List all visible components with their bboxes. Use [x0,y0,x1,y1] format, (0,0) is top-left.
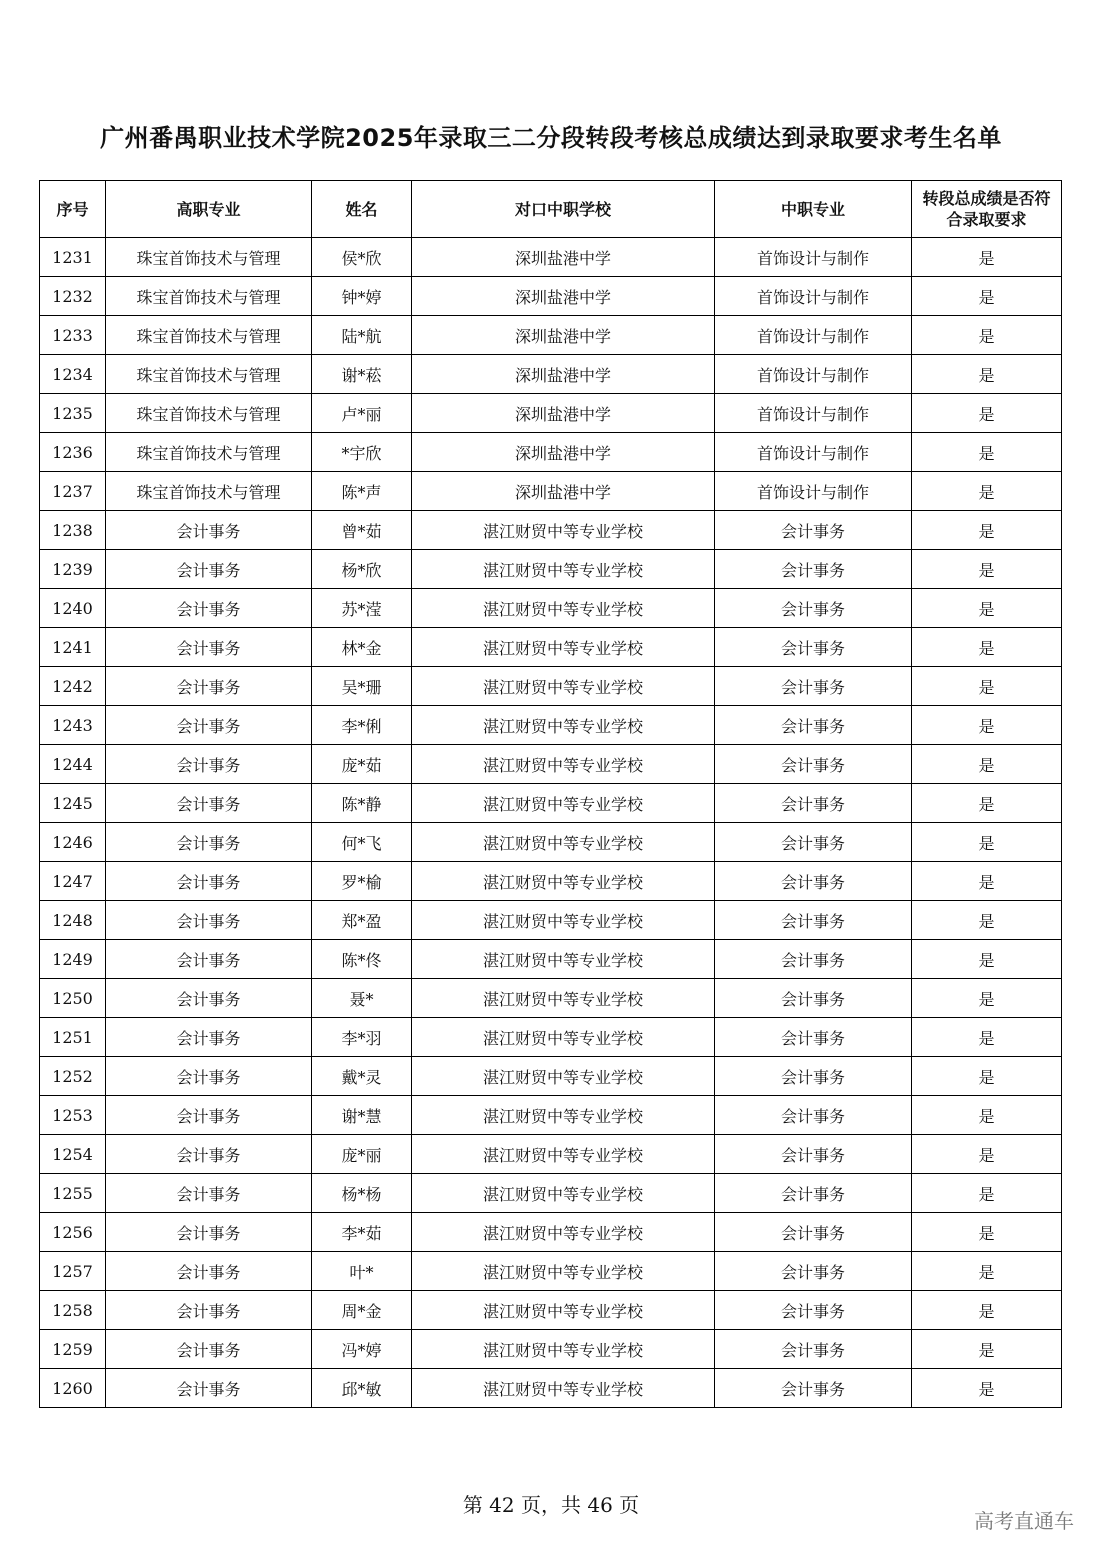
cell-secondary-major: 首饰设计与制作 [715,394,912,433]
cell-meets-requirement: 是 [912,472,1062,511]
header-college-major: 高职专业 [106,181,312,238]
table-row [40,1018,1062,1057]
cell-meets-requirement: 是 [912,706,1062,745]
table-row [40,1057,1062,1096]
cell-meets-requirement: 是 [912,784,1062,823]
cell-secondary-school: 湛江财贸中等专业学校 [412,589,715,628]
table-row [40,433,1062,472]
cell-secondary-school: 深圳盐港中学 [412,355,715,394]
cell-secondary-major: 首饰设计与制作 [715,316,912,355]
cell-college-major: 会计事务 [106,1096,312,1135]
cell-college-major: 珠宝首饰技术与管理 [106,316,312,355]
cell-college-major: 会计事务 [106,1291,312,1330]
cell-college-major: 会计事务 [106,979,312,1018]
table-row [40,511,1062,550]
cell-secondary-school: 湛江财贸中等专业学校 [412,1174,715,1213]
table-row [40,1369,1062,1408]
cell-college-major: 会计事务 [106,706,312,745]
table-row [40,1213,1062,1252]
cell-meets-requirement: 是 [912,940,1062,979]
cell-secondary-major: 会计事务 [715,1174,912,1213]
cell-name: 杨*欣 [312,550,412,589]
cell-secondary-major: 会计事务 [715,940,912,979]
cell-index: 1242 [40,667,106,706]
table-row [40,1096,1062,1135]
cell-secondary-school: 湛江财贸中等专业学校 [412,550,715,589]
cell-college-major: 会计事务 [106,1213,312,1252]
cell-secondary-major: 会计事务 [715,979,912,1018]
cell-meets-requirement: 是 [912,1096,1062,1135]
cell-name: 侯*欣 [312,238,412,277]
cell-secondary-major: 会计事务 [715,823,912,862]
cell-secondary-school: 湛江财贸中等专业学校 [412,823,715,862]
cell-college-major: 珠宝首饰技术与管理 [106,277,312,316]
cell-secondary-major: 会计事务 [715,784,912,823]
cell-secondary-major: 会计事务 [715,1096,912,1135]
table-row [40,940,1062,979]
cell-name: 杨*杨 [312,1174,412,1213]
cell-index: 1239 [40,550,106,589]
cell-name: 叶* [312,1252,412,1291]
cell-college-major: 会计事务 [106,667,312,706]
cell-index: 1231 [40,238,106,277]
cell-college-major: 会计事务 [106,1057,312,1096]
cell-college-major: 会计事务 [106,901,312,940]
cell-college-major: 会计事务 [106,511,312,550]
cell-college-major: 会计事务 [106,1369,312,1408]
cell-index: 1243 [40,706,106,745]
cell-secondary-school: 湛江财贸中等专业学校 [412,901,715,940]
cell-name: 钟*婷 [312,277,412,316]
cell-name: 陈*声 [312,472,412,511]
cell-college-major: 珠宝首饰技术与管理 [106,394,312,433]
cell-college-major: 会计事务 [106,862,312,901]
cell-meets-requirement: 是 [912,550,1062,589]
table-row [40,901,1062,940]
table-row [40,1135,1062,1174]
cell-secondary-school: 湛江财贸中等专业学校 [412,1096,715,1135]
cell-meets-requirement: 是 [912,316,1062,355]
header-index: 序号 [40,181,106,238]
cell-name: 周*金 [312,1291,412,1330]
cell-college-major: 珠宝首饰技术与管理 [106,238,312,277]
table-row [40,316,1062,355]
cell-college-major: 珠宝首饰技术与管理 [106,472,312,511]
cell-meets-requirement: 是 [912,1135,1062,1174]
cell-meets-requirement: 是 [912,238,1062,277]
cell-college-major: 会计事务 [106,1135,312,1174]
cell-meets-requirement: 是 [912,1057,1062,1096]
cell-secondary-school: 湛江财贸中等专业学校 [412,1135,715,1174]
cell-secondary-major: 会计事务 [715,1330,912,1369]
cell-name: *宇欣 [312,433,412,472]
cell-secondary-major: 会计事务 [715,1057,912,1096]
document-title: 广州番禺职业技术学院2025年录取三二分段转段考核总成绩达到录取要求考生名单 [100,124,1002,152]
cell-college-major: 会计事务 [106,589,312,628]
cell-name: 聂* [312,979,412,1018]
cell-secondary-major: 会计事务 [715,667,912,706]
table-row [40,979,1062,1018]
cell-college-major: 会计事务 [106,628,312,667]
table-row [40,238,1062,277]
cell-meets-requirement: 是 [912,433,1062,472]
cell-secondary-school: 深圳盐港中学 [412,472,715,511]
cell-secondary-major: 会计事务 [715,862,912,901]
cell-secondary-major: 会计事务 [715,628,912,667]
cell-secondary-major: 会计事务 [715,511,912,550]
cell-college-major: 会计事务 [106,550,312,589]
cell-meets-requirement: 是 [912,1213,1062,1252]
cell-meets-requirement: 是 [912,394,1062,433]
cell-college-major: 珠宝首饰技术与管理 [106,355,312,394]
cell-meets-requirement: 是 [912,1018,1062,1057]
cell-meets-requirement: 是 [912,628,1062,667]
cell-secondary-school: 湛江财贸中等专业学校 [412,784,715,823]
table-row [40,628,1062,667]
cell-secondary-school: 湛江财贸中等专业学校 [412,706,715,745]
cell-secondary-major: 会计事务 [715,1135,912,1174]
cell-name: 李*茹 [312,1213,412,1252]
cell-index: 1238 [40,511,106,550]
table-row [40,472,1062,511]
header-meets-requirement: 转段总成绩是否符合录取要求 [912,181,1062,238]
header-row [40,181,1062,238]
cell-index: 1240 [40,589,106,628]
cell-secondary-school: 湛江财贸中等专业学校 [412,1018,715,1057]
table-row [40,1174,1062,1213]
cell-index: 1252 [40,1057,106,1096]
cell-college-major: 会计事务 [106,745,312,784]
cell-college-major: 珠宝首饰技术与管理 [106,433,312,472]
cell-secondary-school: 湛江财贸中等专业学校 [412,979,715,1018]
cell-name: 郑*盈 [312,901,412,940]
watermark: 高考直通车 [974,1509,1074,1533]
cell-secondary-major: 首饰设计与制作 [715,238,912,277]
cell-secondary-school: 湛江财贸中等专业学校 [412,862,715,901]
cell-name: 谢*慧 [312,1096,412,1135]
cell-secondary-major: 会计事务 [715,1291,912,1330]
cell-college-major: 会计事务 [106,823,312,862]
cell-index: 1254 [40,1135,106,1174]
cell-name: 何*飞 [312,823,412,862]
cell-secondary-major: 会计事务 [715,901,912,940]
cell-meets-requirement: 是 [912,862,1062,901]
cell-name: 吴*珊 [312,667,412,706]
cell-college-major: 会计事务 [106,1018,312,1057]
cell-meets-requirement: 是 [912,979,1062,1018]
cell-name: 陈*静 [312,784,412,823]
cell-meets-requirement: 是 [912,745,1062,784]
cell-secondary-school: 湛江财贸中等专业学校 [412,745,715,784]
cell-meets-requirement: 是 [912,1291,1062,1330]
cell-college-major: 会计事务 [106,1252,312,1291]
cell-secondary-school: 湛江财贸中等专业学校 [412,628,715,667]
table-row [40,1252,1062,1291]
table-row [40,862,1062,901]
cell-meets-requirement: 是 [912,277,1062,316]
cell-meets-requirement: 是 [912,1330,1062,1369]
cell-index: 1237 [40,472,106,511]
cell-secondary-major: 会计事务 [715,1213,912,1252]
cell-secondary-major: 会计事务 [715,1369,912,1408]
page-number: 第 42 页，共 46 页 [462,1493,640,1517]
cell-name: 林*金 [312,628,412,667]
table-row [40,784,1062,823]
cell-index: 1233 [40,316,106,355]
cell-meets-requirement: 是 [912,823,1062,862]
table-row [40,745,1062,784]
cell-index: 1244 [40,745,106,784]
cell-index: 1241 [40,628,106,667]
cell-secondary-major: 会计事务 [715,1252,912,1291]
table-row [40,277,1062,316]
table-row [40,1291,1062,1330]
cell-secondary-major: 会计事务 [715,1018,912,1057]
cell-name: 冯*婷 [312,1330,412,1369]
admission-table [39,180,1062,1408]
table-row [40,706,1062,745]
cell-secondary-school: 湛江财贸中等专业学校 [412,1330,715,1369]
cell-secondary-school: 湛江财贸中等专业学校 [412,1213,715,1252]
cell-name: 罗*榆 [312,862,412,901]
cell-index: 1251 [40,1018,106,1057]
cell-index: 1260 [40,1369,106,1408]
table-body [40,238,1062,1408]
cell-index: 1250 [40,979,106,1018]
cell-secondary-school: 深圳盐港中学 [412,316,715,355]
cell-name: 苏*滢 [312,589,412,628]
table-row [40,667,1062,706]
cell-name: 庞*茹 [312,745,412,784]
cell-meets-requirement: 是 [912,1252,1062,1291]
cell-secondary-major: 会计事务 [715,706,912,745]
cell-index: 1236 [40,433,106,472]
cell-secondary-school: 湛江财贸中等专业学校 [412,667,715,706]
cell-meets-requirement: 是 [912,901,1062,940]
cell-index: 1256 [40,1213,106,1252]
cell-secondary-school: 湛江财贸中等专业学校 [412,511,715,550]
cell-index: 1258 [40,1291,106,1330]
cell-college-major: 会计事务 [106,1330,312,1369]
cell-index: 1259 [40,1330,106,1369]
cell-secondary-major: 会计事务 [715,745,912,784]
cell-name: 陈*佟 [312,940,412,979]
cell-index: 1257 [40,1252,106,1291]
cell-name: 李*俐 [312,706,412,745]
table-row [40,394,1062,433]
header-secondary-major: 中职专业 [715,181,912,238]
cell-name: 陆*航 [312,316,412,355]
table-header [40,181,1062,238]
cell-index: 1235 [40,394,106,433]
cell-secondary-school: 湛江财贸中等专业学校 [412,1291,715,1330]
cell-college-major: 会计事务 [106,940,312,979]
cell-meets-requirement: 是 [912,511,1062,550]
cell-index: 1246 [40,823,106,862]
cell-name: 邱*敏 [312,1369,412,1408]
cell-secondary-major: 首饰设计与制作 [715,277,912,316]
cell-secondary-school: 湛江财贸中等专业学校 [412,940,715,979]
cell-index: 1248 [40,901,106,940]
cell-secondary-school: 深圳盐港中学 [412,433,715,472]
header-name: 姓名 [312,181,412,238]
cell-secondary-school: 深圳盐港中学 [412,277,715,316]
cell-index: 1249 [40,940,106,979]
table-row [40,823,1062,862]
cell-secondary-major: 会计事务 [715,589,912,628]
cell-meets-requirement: 是 [912,1174,1062,1213]
table-row [40,589,1062,628]
cell-meets-requirement: 是 [912,589,1062,628]
cell-meets-requirement: 是 [912,667,1062,706]
cell-name: 卢*丽 [312,394,412,433]
cell-name: 李*羽 [312,1018,412,1057]
cell-secondary-school: 深圳盐港中学 [412,238,715,277]
cell-name: 庞*丽 [312,1135,412,1174]
cell-college-major: 会计事务 [106,1174,312,1213]
cell-college-major: 会计事务 [106,784,312,823]
header-secondary-school: 对口中职学校 [412,181,715,238]
cell-index: 1245 [40,784,106,823]
cell-index: 1255 [40,1174,106,1213]
cell-secondary-major: 首饰设计与制作 [715,433,912,472]
cell-name: 戴*灵 [312,1057,412,1096]
table-row [40,355,1062,394]
cell-index: 1247 [40,862,106,901]
cell-secondary-school: 湛江财贸中等专业学校 [412,1057,715,1096]
cell-meets-requirement: 是 [912,355,1062,394]
table-row [40,1330,1062,1369]
cell-index: 1232 [40,277,106,316]
cell-name: 谢*菘 [312,355,412,394]
cell-secondary-school: 湛江财贸中等专业学校 [412,1369,715,1408]
cell-index: 1253 [40,1096,106,1135]
table-row [40,550,1062,589]
cell-meets-requirement: 是 [912,1369,1062,1408]
cell-name: 曾*茹 [312,511,412,550]
cell-secondary-school: 深圳盐港中学 [412,394,715,433]
cell-secondary-major: 首饰设计与制作 [715,355,912,394]
cell-secondary-school: 湛江财贸中等专业学校 [412,1252,715,1291]
cell-secondary-major: 会计事务 [715,550,912,589]
cell-index: 1234 [40,355,106,394]
cell-secondary-major: 首饰设计与制作 [715,472,912,511]
